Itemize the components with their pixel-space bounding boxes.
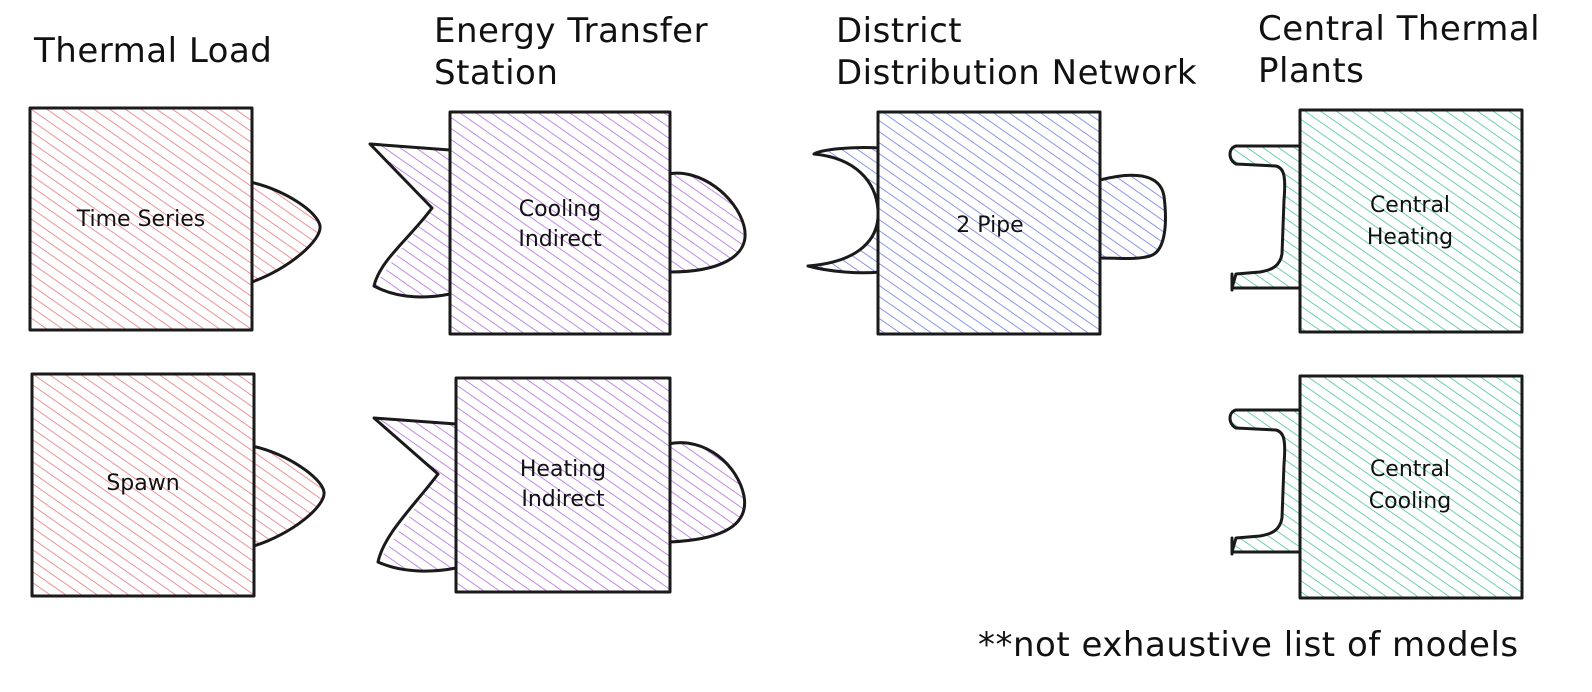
block-central-cooling — [1230, 376, 1522, 598]
footnote: **not exhaustive list of models — [978, 625, 1519, 665]
label-central-heating-line2: Heating — [1366, 225, 1454, 250]
block-time-series — [30, 108, 320, 330]
heading-central-thermal-plants-line2: Plants — [1258, 51, 1365, 91]
box-heating-indirect — [456, 378, 670, 592]
label-central-heating-line1: Central — [1369, 193, 1451, 218]
label-time-series: Time Series — [76, 207, 206, 232]
inlet-central-cooling — [1230, 410, 1300, 552]
label-cooling-indirect-line1: Cooling — [518, 197, 602, 222]
box-central-cooling — [1300, 376, 1522, 598]
block-spawn — [32, 374, 324, 596]
heading-central-thermal-plants-line1: Central Thermal — [1258, 9, 1541, 49]
label-central-cooling-line2: Cooling — [1368, 489, 1452, 514]
label-spawn: Spawn — [106, 471, 180, 496]
inlet-central-heating — [1230, 146, 1300, 288]
box-central-heating — [1300, 110, 1522, 332]
block-central-heating — [1230, 110, 1522, 332]
label-heating-indirect-line2: Indirect — [521, 487, 605, 512]
heading-thermal-load: Thermal Load — [34, 31, 273, 71]
label-heating-indirect-line1: Heating — [519, 457, 607, 482]
block-two-pipe — [808, 112, 1165, 334]
block-cooling-indirect — [370, 112, 745, 334]
heading-district-distribution-line1: District — [836, 11, 963, 51]
inlet-cooling-indirect — [370, 144, 450, 297]
heading-district-distribution-line2: Distribution Network — [836, 53, 1198, 93]
label-cooling-indirect-line2: Indirect — [518, 227, 602, 252]
inlet-heating-indirect — [374, 418, 456, 571]
box-cooling-indirect — [450, 112, 670, 334]
inlet-two-pipe — [808, 147, 880, 272]
block-heating-indirect — [374, 378, 745, 592]
label-two-pipe: 2 Pipe — [956, 213, 1024, 238]
label-central-cooling-line1: Central — [1369, 457, 1451, 482]
heading-energy-transfer-station-line2: Station — [434, 53, 559, 93]
heading-energy-transfer-station-line1: Energy Transfer — [434, 11, 709, 51]
outlet-two-pipe — [1100, 175, 1165, 258]
